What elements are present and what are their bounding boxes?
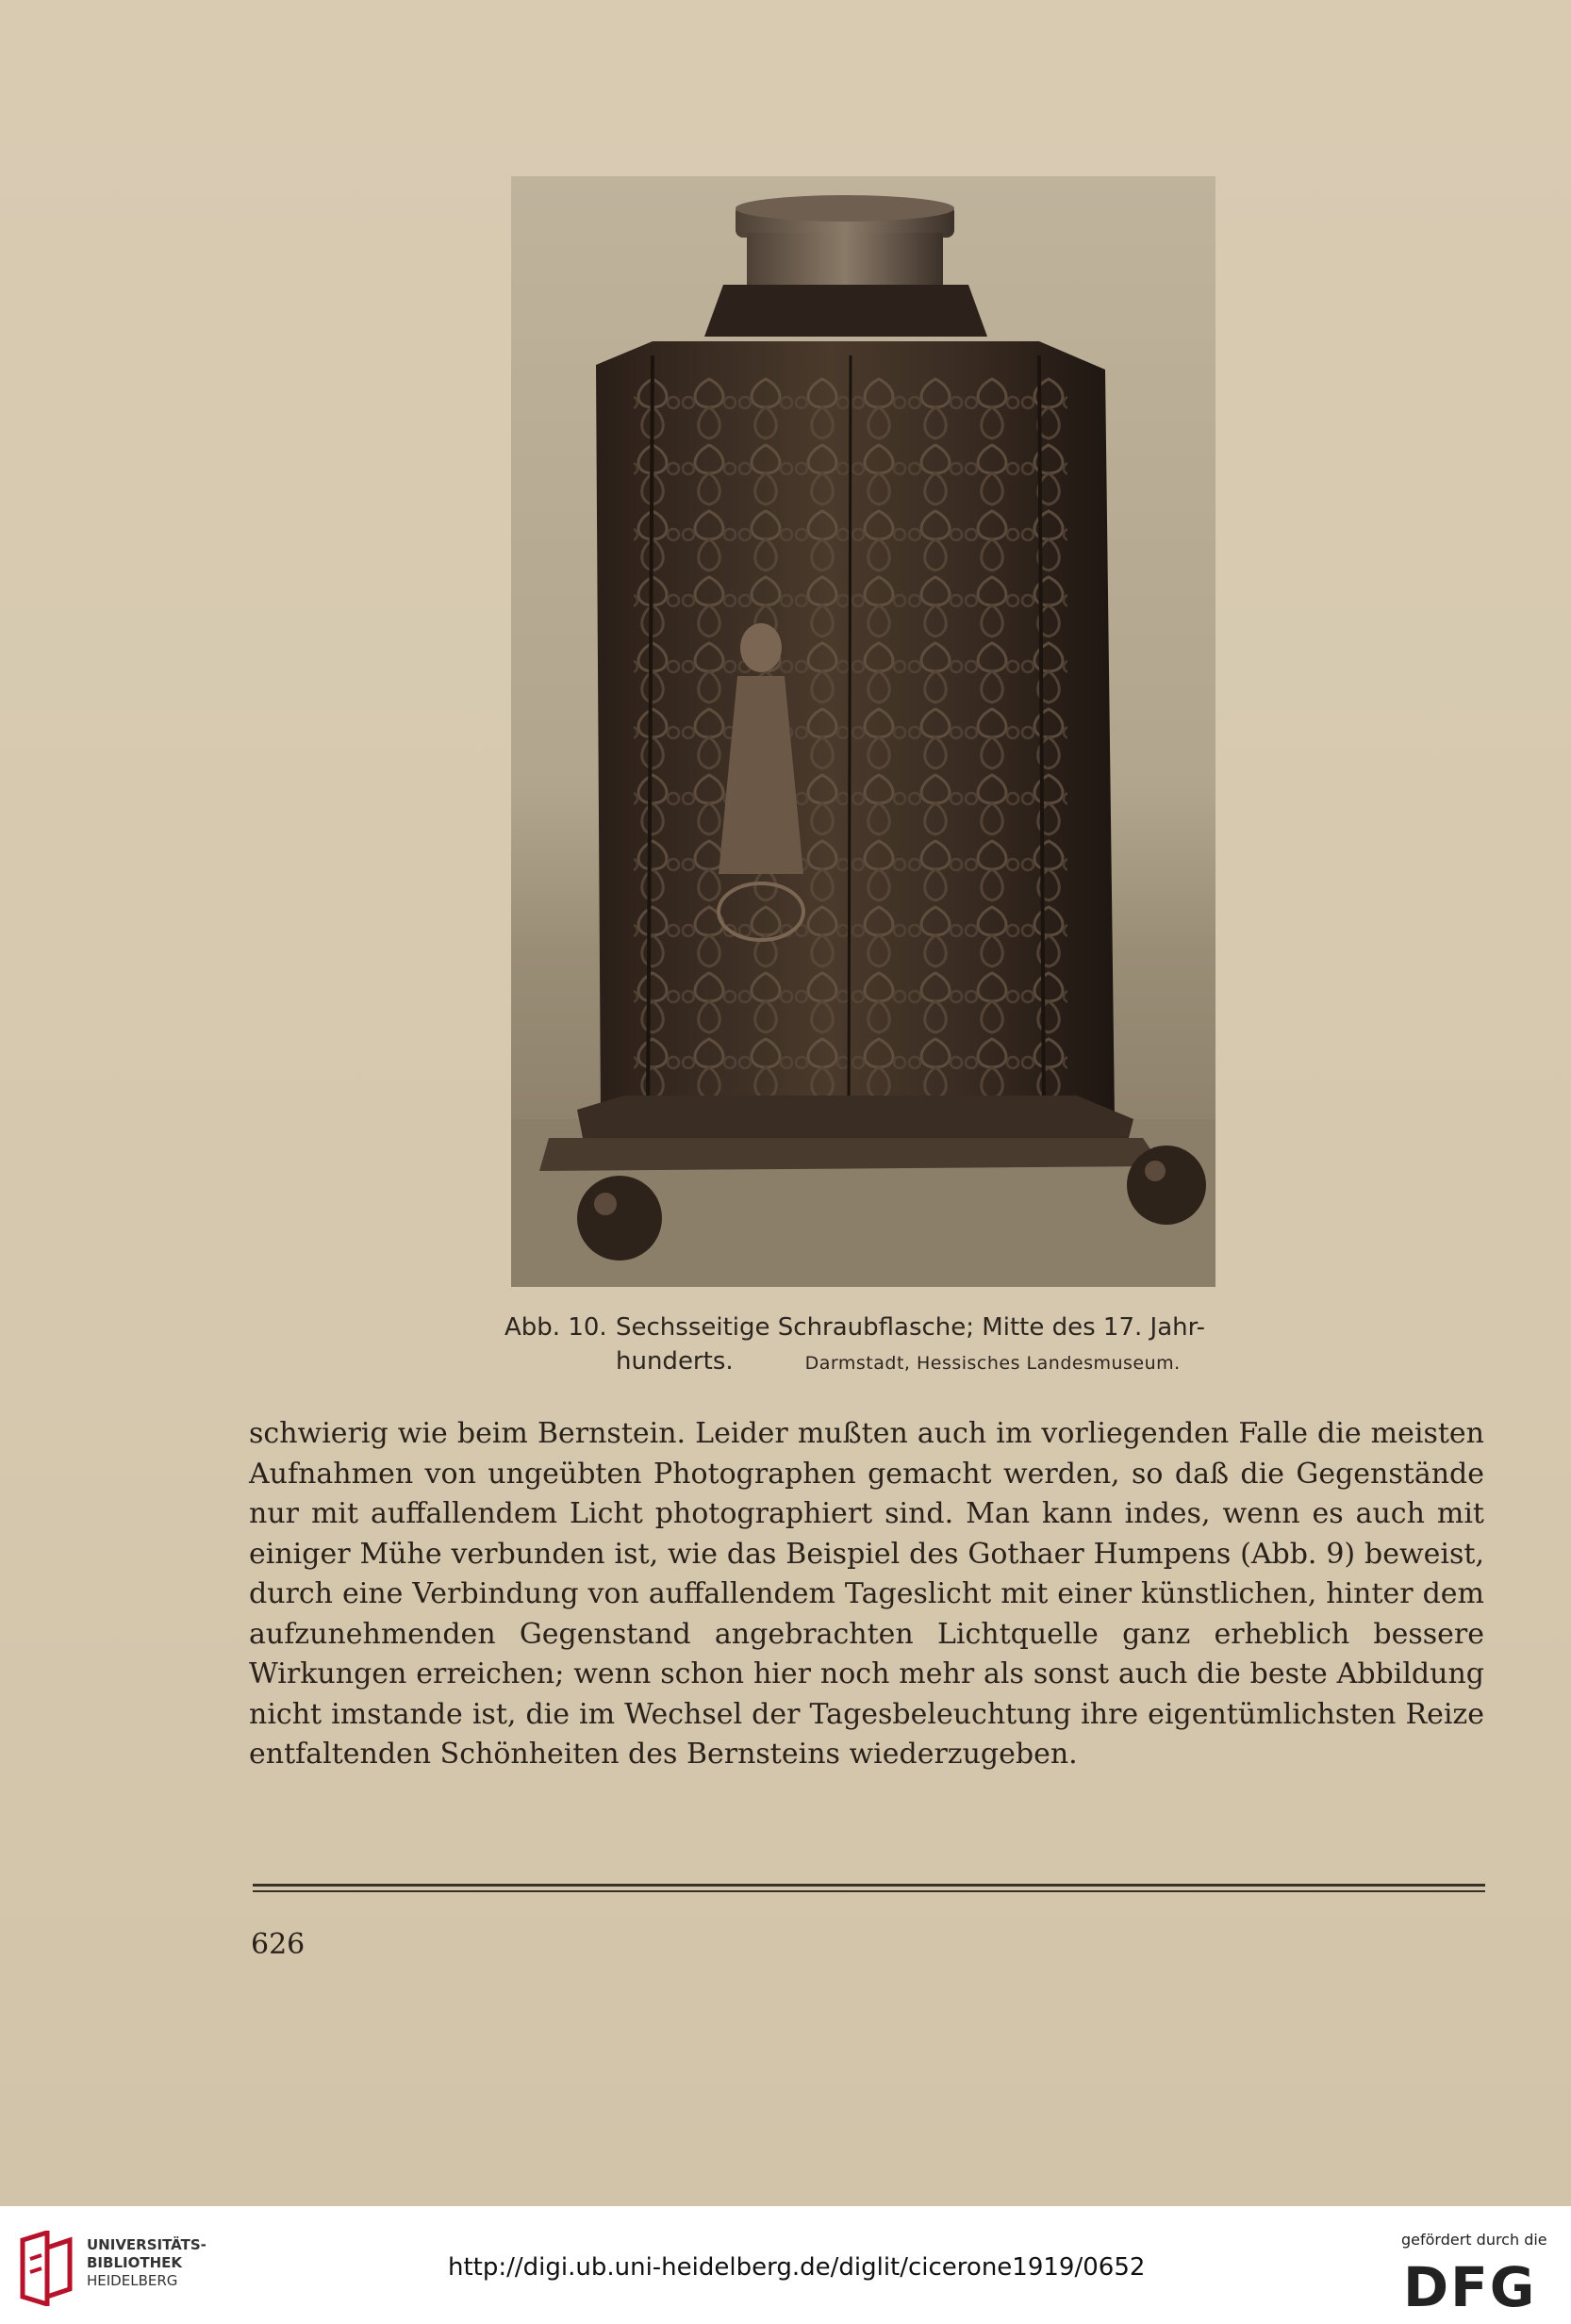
footer-rule-thick: [253, 1884, 1485, 1887]
funding-note: gefördert durch die: [1401, 2231, 1547, 2249]
library-name[interactable]: [87, 2236, 207, 2290]
footer-rule-thin: [253, 1890, 1485, 1892]
figure-photo: [511, 176, 1215, 1287]
page-number: 626: [251, 1928, 306, 1961]
library-name-line-1: UNIVERSITÄTS-: [87, 2236, 207, 2253]
permalink-url[interactable]: http://digi.ub.uni-heidelberg.de/diglit/cicerone1919/0652: [448, 2253, 1146, 2282]
figure-caption: [504, 1310, 1240, 1380]
library-name-line-2: BIBLIOTHEK: [87, 2254, 182, 2271]
body-paragraph: schwierig wie beim Bernstein. Leider mußten auch im vorliegenden Falle die meisten Aufnahmen von ungeübten Photographen gemacht werden, so daß die Gegenstände nur mit auffallendem Licht photographiert sind. Man kann indes, wenn es auch mit einiger Mühe verbunden ist, wie das Beispiel des Gothaer Humpens (Abb. 9) beweist, durch eine Verbindung von auffallendem Tageslicht mit einer künstlichen, hinter dem aufzunehmenden Gegenstand angebrachten Lichtquelle ganz erheblich bessere Wirkungen erreichen; wenn schon hier noch mehr als sonst auch die beste Abbildung nicht imstande ist, die im Wechsel der Tagesbeleuchtung ihre eigentümlichsten Reize entfaltenden Schönheiten des Bernsteins wiederzugeben.: [249, 1417, 1484, 1771]
caption-line-2: hunderts.: [616, 1347, 734, 1376]
heidelberg-library-logo-icon[interactable]: [19, 2231, 74, 2306]
viewer-footer: [0, 2206, 1571, 2324]
caption-line-1: Sechsseitige Schraubflasche; Mitte des 17. Jahr-: [616, 1313, 1206, 1342]
body-text: [249, 1414, 1484, 1775]
dfg-logo[interactable]: DFG: [1403, 2255, 1537, 2319]
figure-location: Darmstadt, Hessisches Landesmuseum.: [804, 1353, 1181, 1374]
library-name-line-3: HEIDELBERG: [87, 2272, 178, 2289]
flask-illustration: [511, 176, 1215, 1287]
figure-label: Abb. 10.: [504, 1313, 607, 1342]
